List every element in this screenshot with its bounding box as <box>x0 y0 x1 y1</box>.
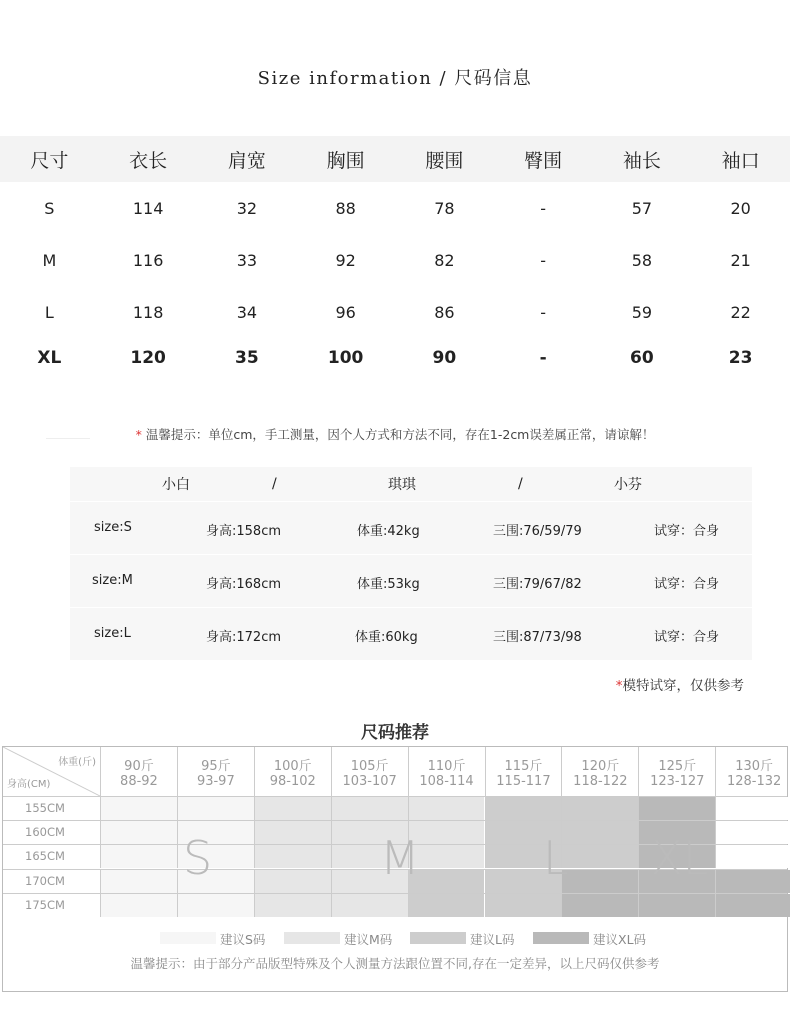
size-cell <box>331 797 408 820</box>
model-row <box>70 501 752 554</box>
size-cell <box>561 894 638 917</box>
table-cell: 57 <box>631 198 653 218</box>
height-label: 175CM <box>25 897 65 912</box>
height-label: 160CM <box>25 825 65 840</box>
size-cell <box>100 821 177 844</box>
size-cell <box>408 797 485 820</box>
model-note <box>616 674 744 694</box>
corner-weight-label: 体重(斤) <box>58 757 96 768</box>
big-size-label: M <box>380 831 420 885</box>
table-cell: 100 <box>327 348 364 368</box>
page-title: Size information / 尺码信息 <box>257 68 533 89</box>
model-size: size:S <box>94 520 132 535</box>
header-cell: 臀围 <box>524 149 563 172</box>
model-row <box>70 554 752 607</box>
table-cell: 20 <box>730 198 751 218</box>
tip-text: 温馨提示：单位cm，手工测量，因个人方式和方法不同，存在1-2cm误差属正常，请谅解！ <box>141 427 655 442</box>
weight-label: 95斤 <box>201 759 231 774</box>
size-cell <box>100 845 177 868</box>
legend-label: 建议L码 <box>470 932 515 947</box>
table-cell: 21 <box>730 250 751 270</box>
weight-range: 128-132 <box>726 774 782 789</box>
table-cell: 33 <box>236 250 258 270</box>
size-cell <box>561 797 638 820</box>
table-row <box>0 234 790 286</box>
model-weight: 体重:42kg <box>357 524 420 539</box>
measure-tip <box>0 425 790 443</box>
grid-corner <box>3 747 100 796</box>
size-cell <box>561 870 638 893</box>
height-row <box>3 893 787 917</box>
height-label: 170CM <box>25 873 65 888</box>
weight-label: 100斤 <box>273 759 312 774</box>
weight-column-header <box>100 747 177 796</box>
size-cell <box>177 797 254 820</box>
grid-note: 温馨提示：由于部分产品版型特殊及个人测量方法跟位置不同,存在一定差异，以上尺码仅供参考 <box>130 956 660 971</box>
table-cell: 116 <box>132 250 164 270</box>
table-cell: 88 <box>335 198 356 218</box>
table-cell: - <box>540 302 547 322</box>
size-cell <box>408 894 485 917</box>
table-cell: 86 <box>434 302 455 322</box>
table-cell: - <box>539 348 547 368</box>
legend-label: 建议M码 <box>344 932 393 947</box>
table-cell: 35 <box>235 348 259 368</box>
table-cell: - <box>540 198 547 218</box>
weight-column-header <box>561 747 638 796</box>
big-size-label: S <box>183 831 213 885</box>
height-label: 165CM <box>25 849 65 864</box>
weight-column-header <box>254 747 331 796</box>
weight-label: 115斤 <box>504 759 543 774</box>
weight-range: 98-102 <box>269 774 316 789</box>
model-weight: 体重:53kg <box>357 577 420 592</box>
header-cell: 衣长 <box>129 149 168 172</box>
weight-label: 125斤 <box>658 759 697 774</box>
table-cell: 60 <box>630 348 654 368</box>
table-cell: L <box>44 302 54 322</box>
size-cell <box>638 797 715 820</box>
table-cell: 120 <box>130 348 166 368</box>
size-cell <box>561 821 638 844</box>
note-star: * <box>615 678 623 694</box>
legend-swatch-s <box>160 932 216 944</box>
recommend-title: 尺码推荐 <box>361 723 429 743</box>
weight-label: 90斤 <box>124 759 154 774</box>
weight-label: 130斤 <box>735 759 774 774</box>
table-cell: 82 <box>434 250 455 270</box>
table-cell: - <box>540 250 547 270</box>
size-cell <box>177 894 254 917</box>
table-cell: S <box>44 198 55 218</box>
weight-column-header <box>485 747 562 796</box>
legend-swatch-m <box>284 932 340 944</box>
weight-column-header <box>177 747 254 796</box>
size-cell <box>485 797 562 820</box>
table-cell: 59 <box>631 302 653 322</box>
legend-label: 建议S码 <box>220 932 266 947</box>
size-cell <box>254 845 331 868</box>
weight-range: 123-127 <box>650 774 705 789</box>
separator: / <box>518 476 523 492</box>
model-name: 小白 <box>162 477 190 493</box>
model-row <box>70 607 752 660</box>
header-cell: 袖长 <box>622 149 661 172</box>
table-cell: M <box>42 250 57 270</box>
size-cell <box>638 894 715 917</box>
table-cell: 78 <box>434 198 455 218</box>
model-name: 琪琪 <box>388 477 416 493</box>
size-cell <box>254 894 331 917</box>
weight-range: 108-114 <box>419 774 474 789</box>
big-size-label: L <box>543 831 569 885</box>
table-cell: 114 <box>132 198 164 218</box>
model-measurements: 三围:79/67/82 <box>493 577 582 592</box>
weight-column-header <box>331 747 408 796</box>
weight-column-header <box>408 747 485 796</box>
weight-range: 93-97 <box>196 774 235 789</box>
weight-column-header <box>715 747 790 796</box>
model-measurements: 三围:76/59/79 <box>493 524 582 539</box>
weight-label: 110斤 <box>427 759 466 774</box>
size-cell <box>715 894 790 917</box>
size-cell <box>485 894 562 917</box>
model-table <box>70 467 752 660</box>
table-cell: XL <box>37 348 62 368</box>
size-cell <box>715 797 790 820</box>
height-row <box>3 796 787 820</box>
weight-range: 118-122 <box>573 774 628 789</box>
table-row <box>0 182 790 234</box>
separator: / <box>272 476 277 492</box>
model-measurements: 三围:87/73/98 <box>493 630 582 645</box>
size-cell <box>100 797 177 820</box>
size-cell <box>100 894 177 917</box>
header-cell: 胸围 <box>326 149 365 172</box>
big-size-label: XL <box>651 831 709 885</box>
legend-label: 建议XL码 <box>593 932 647 947</box>
table-cell: 96 <box>335 302 356 322</box>
size-cell <box>715 821 790 844</box>
table-cell: 58 <box>631 250 653 270</box>
size-cell <box>254 797 331 820</box>
corner-height-label: 身高(CM) <box>7 779 51 790</box>
table-cell: 92 <box>335 250 356 270</box>
model-height: 身高:158cm <box>206 524 282 539</box>
legend-swatch-l <box>410 932 466 944</box>
table-cell: 118 <box>132 302 164 322</box>
weight-range: 88-92 <box>120 774 158 789</box>
weight-range: 115-117 <box>496 774 551 789</box>
size-table <box>0 136 790 378</box>
tip-star: * <box>135 427 142 442</box>
table-cell: 32 <box>236 198 258 218</box>
header-cell: 腰围 <box>425 149 464 172</box>
legend <box>0 928 790 948</box>
weight-column-header <box>638 747 715 796</box>
table-row <box>0 286 790 338</box>
table-cell: 34 <box>236 302 258 322</box>
model-height: 身高:172cm <box>206 630 282 645</box>
table-cell: 22 <box>730 302 751 322</box>
weight-label: 120斤 <box>581 759 620 774</box>
table-row <box>0 338 790 378</box>
header-cell: 尺寸 <box>30 149 69 172</box>
model-name: 小芬 <box>614 477 642 493</box>
header-cell: 袖口 <box>721 149 760 172</box>
model-height: 身高:168cm <box>206 577 282 592</box>
size-cell <box>715 845 790 868</box>
size-cell <box>254 870 331 893</box>
size-cell <box>331 894 408 917</box>
model-names <box>70 467 752 501</box>
table-cell: 23 <box>728 348 753 368</box>
model-size: size:L <box>94 626 131 641</box>
model-fit: 试穿：合身 <box>654 524 720 539</box>
weight-range: 103-107 <box>342 774 397 789</box>
size-table-header <box>0 136 790 182</box>
weight-label: 105斤 <box>350 759 389 774</box>
note-text: 模特试穿，仅供参考 <box>622 678 744 694</box>
table-cell: 90 <box>432 348 457 368</box>
size-cell <box>254 821 331 844</box>
model-fit: 试穿：合身 <box>654 577 720 592</box>
model-weight: 体重:60kg <box>355 630 418 645</box>
legend-swatch-xl <box>533 932 589 944</box>
model-fit: 试穿：合身 <box>654 630 720 645</box>
model-size: size:M <box>92 573 133 588</box>
header-cell: 肩宽 <box>227 149 266 172</box>
height-label: 155CM <box>25 801 65 815</box>
size-cell <box>561 845 638 868</box>
size-cell <box>715 870 790 893</box>
size-cell <box>100 870 177 893</box>
